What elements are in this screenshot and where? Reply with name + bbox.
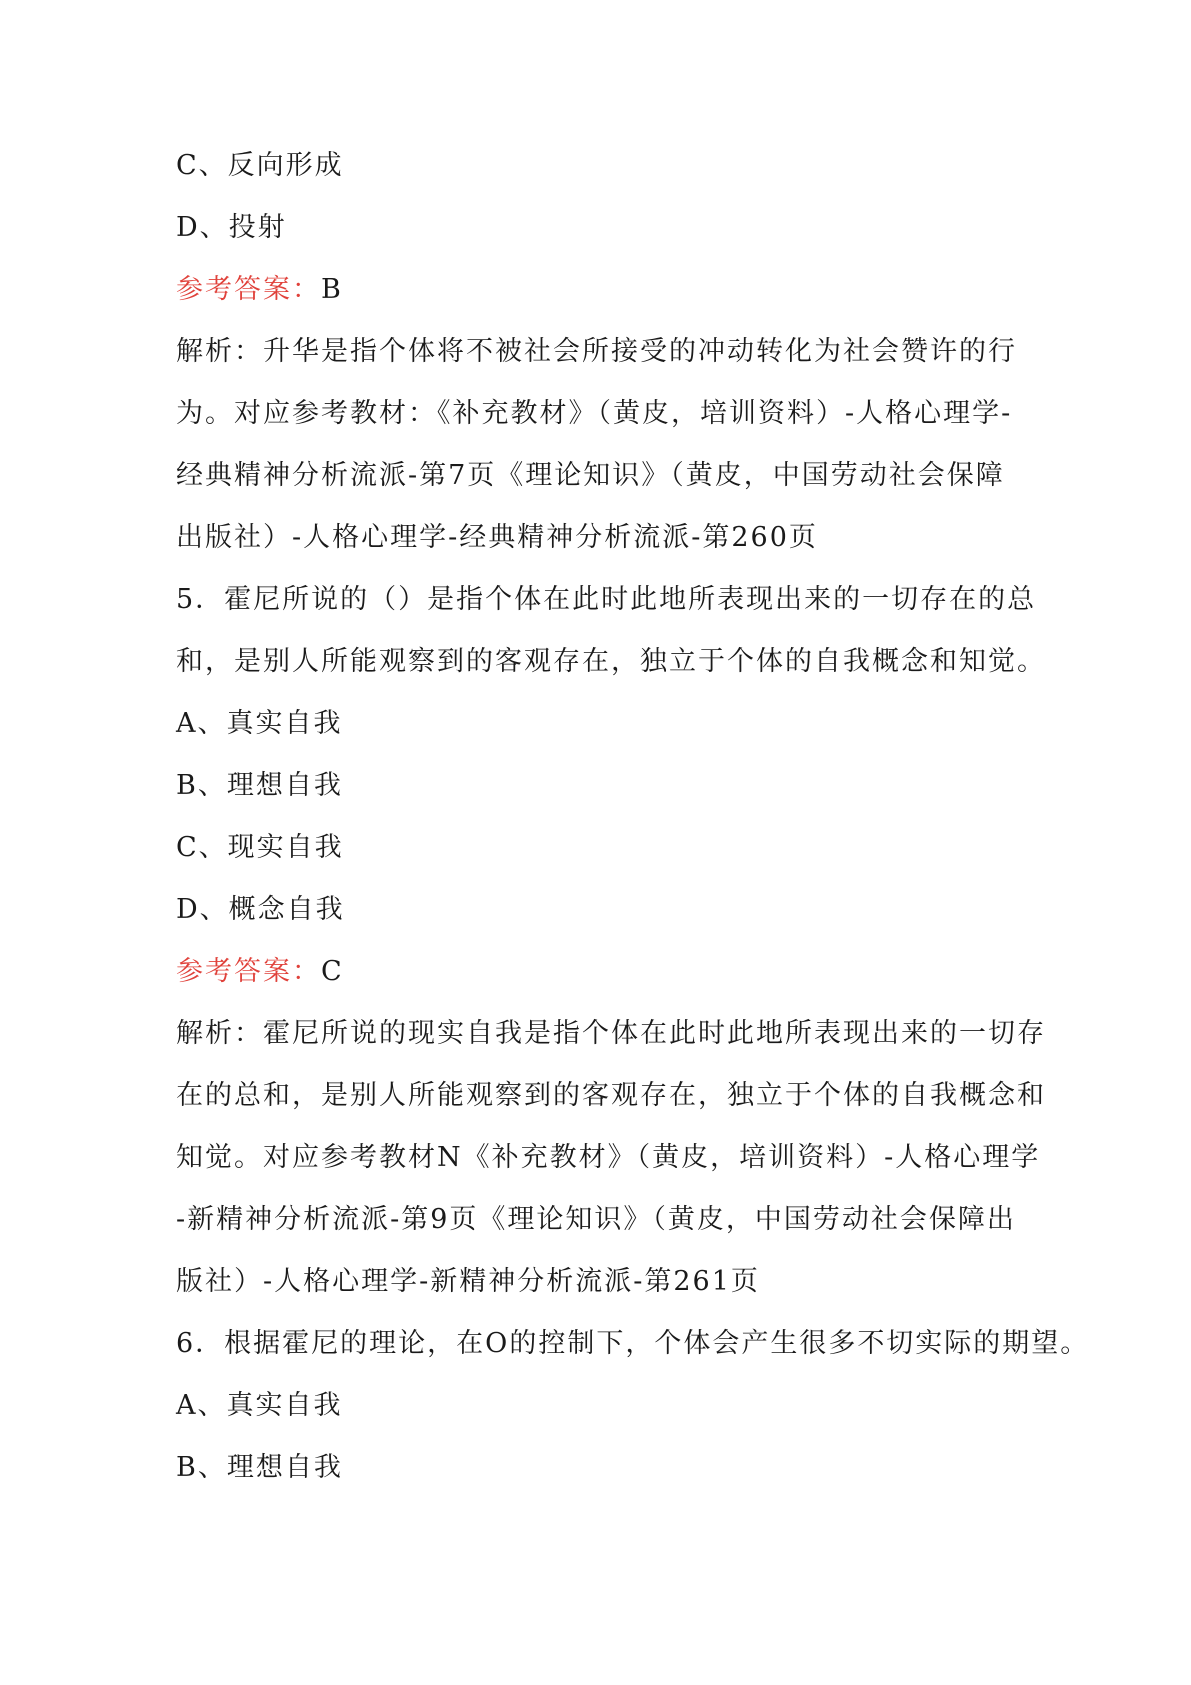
option-c: C、现实自我 bbox=[176, 832, 344, 863]
answer-label: 参考答案： bbox=[176, 956, 321, 987]
analysis-line: 版社）-人格心理学-新精神分析流派-第261页 bbox=[176, 1266, 760, 1297]
answer-label: 参考答案： bbox=[176, 274, 321, 305]
analysis-line: 在的总和，是别人所能观察到的客观存在，独立于个体的自我概念和 bbox=[176, 1080, 1046, 1111]
analysis-line: -新精神分析流派-第9页《理论知识》（黄皮，中国劳动社会保障出 bbox=[176, 1204, 1016, 1235]
question-stem: 6．根据霍尼的理论，在O的控制下，个体会产生很多不切实际的期望。 bbox=[176, 1328, 1090, 1359]
option-b: B、理想自我 bbox=[176, 770, 343, 801]
option-b: B、理想自我 bbox=[176, 1452, 343, 1483]
analysis-line: 出版社）-人格心理学-经典精神分析流派-第260页 bbox=[176, 522, 818, 553]
option-a: A、真实自我 bbox=[176, 1390, 343, 1421]
analysis-line: 解析：升华是指个体将不被社会所接受的冲动转化为社会赞许的行 bbox=[176, 336, 1017, 367]
question-stem: 和，是别人所能观察到的客观存在，独立于个体的自我概念和知觉。 bbox=[176, 646, 1046, 677]
option-d: D、概念自我 bbox=[176, 894, 345, 925]
option-a: A、真实自我 bbox=[176, 708, 343, 739]
analysis-line: 知觉。对应参考教材N《补充教材》（黄皮，培训资料）-人格心理学 bbox=[176, 1142, 1041, 1173]
option-c: C、反向形成 bbox=[176, 150, 344, 181]
question-stem: 5．霍尼所说的（）是指个体在此时此地所表现出来的一切存在的总 bbox=[176, 584, 1037, 615]
answer-value: B bbox=[321, 274, 343, 305]
answer-line bbox=[176, 273, 343, 307]
analysis-line: 解析：霍尼所说的现实自我是指个体在此时此地所表现出来的一切存 bbox=[176, 1018, 1046, 1049]
answer-line bbox=[176, 955, 344, 989]
analysis-line: 为。对应参考教材：《补充教材》（黄皮，培训资料）-人格心理学- bbox=[176, 398, 1013, 429]
answer-value: C bbox=[321, 956, 344, 987]
option-d: D、投射 bbox=[176, 212, 287, 243]
analysis-line: 经典精神分析流派-第7页《理论知识》（黄皮，中国劳动社会保障 bbox=[176, 460, 1005, 491]
